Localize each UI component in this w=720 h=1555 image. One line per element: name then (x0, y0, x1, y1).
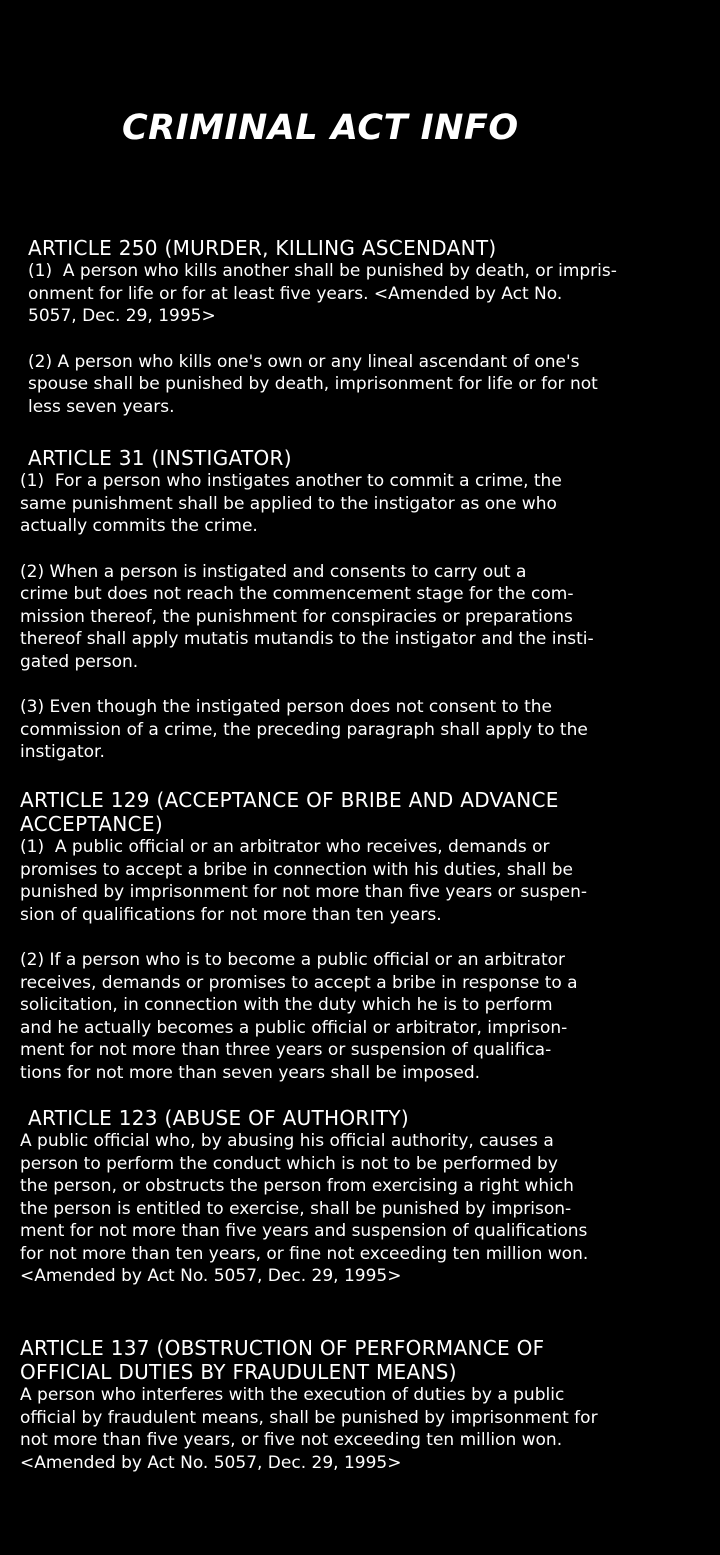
article-129 (20, 788, 710, 1084)
article-paragraph: A person who interferes with the execution of duties by a public official by fraudulent means, shall be punished by imprisonment for not more than five years, or five not exceeding ten million won. <Amended by Act No. 5057, Dec. 29, 1995> (20, 1385, 598, 1473)
article-paragraph: (1) A public official or an arbitrator who receives, demands or promises to accept a bribe in connection with his duties, shall be punished by imprisonment for not more than five years or suspen- sion of qualifications for not more than ten years. (20, 837, 588, 925)
article-paragraph: (2) A person who kills one's own or any lineal ascendant of one's spouse shall be punished by death, imprisonment for life or for not less seven years. (28, 351, 598, 417)
article-paragraph: A public official who, by abusing his official authority, causes a person to perform the conduct which is not to be performed by the person, or obstructs the person from exercising a right which the person is entitled to exercise, shall be punished by imprison- ment for not more than five years and suspension of qualifications for not more than ten years, or fine not exceeding ten million won. <Amended by Act No. 5057, Dec. 29, 1995> (20, 1131, 589, 1286)
page-title: CRIMINAL ACT INFO (122, 108, 519, 148)
article-heading: ARTICLE 129 (ACCEPTANCE OF BRIBE AND ADVANCE ACCEPTANCE) (20, 788, 559, 836)
article-paragraph: (1) A person who kills another shall be punished by death, or impris- onment for life or for at least five years. <Amended by Act No. 5057, Dec. 29, 1995> (28, 261, 617, 326)
article-paragraph: (3) Even though the instigated person does not consent to the commission of a crime, the preceding paragraph shall apply to the instigator. (20, 697, 588, 762)
article-123 (20, 1106, 710, 1288)
article-250 (28, 236, 708, 418)
article-heading: ARTICLE 31 (INSTIGATOR) (28, 446, 292, 470)
article-paragraph: (2) When a person is instigated and consents to carry out a crime but does not reach the commencement stage for the com- mission thereof, the punishment for conspiracies or preparations thereof shall apply mutatis mutandis to the instigator and the insti- gated person. (20, 561, 594, 672)
article-31 (20, 446, 710, 764)
article-137 (20, 1336, 710, 1474)
article-heading: ARTICLE 123 (ABUSE OF AUTHORITY) (28, 1106, 409, 1130)
article-heading: ARTICLE 137 (OBSTRUCTION OF PERFORMANCE OF OFFICIAL DUTIES BY FRAUDULENT MEANS) (20, 1336, 545, 1384)
article-heading: ARTICLE 250 (MURDER, KILLING ASCENDANT) (28, 236, 497, 260)
article-paragraph: (1) For a person who instigates another to commit a crime, the same punishment shall be applied to the instigator as one who actually commits the crime. (20, 471, 562, 536)
article-paragraph: (2) If a person who is to become a public official or an arbitrator receives, demands or promises to accept a bribe in response to a solicitation, in connection with the duty which he is to perform and he actually becomes a public official or arbitrator, imprison- ment for not more than three years or suspension of qualifica- tions for not more than seven years shall be imposed. (20, 950, 578, 1083)
